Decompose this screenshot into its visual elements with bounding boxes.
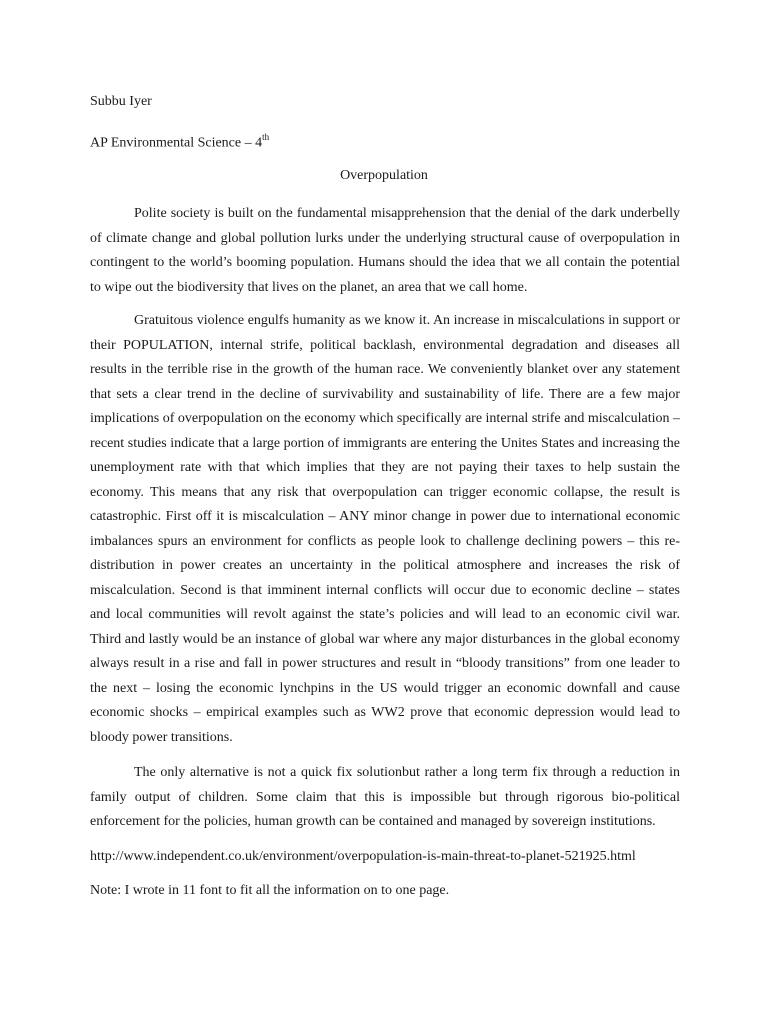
footnote: Note: I wrote in 11 font to fit all the information on to one page. xyxy=(90,883,450,898)
source-url: http://www.independent.co.uk/environment/overpopulation-is-main-threat-to-planet-521925.html xyxy=(90,849,636,864)
course-line xyxy=(90,129,269,153)
author-name: Subbu Iyer xyxy=(90,94,152,109)
course-period-suffix: th xyxy=(262,132,270,142)
paragraph-body: Gratuitous violence engulfs humanity as we know it. An increase in miscalculations in support or their POPULATION, internal strife, political backlash, environmental degradation and diseases all results in the terrible rise in the growth of the human race. We conveniently blanket over any statement that sets a clear trend in the decline of survivability and sustainability of life. There are a few major implications of overpopulation on the economy which specifically are internal strife and miscalculation – recent studies indicate that a large portion of immigrants are entering the Unites States and increasing the unemployment rate with that which implies that they are not paying their taxes to help sustain the economy. This means that any risk that overpopulation can trigger economic collapse, the result is catastrophic. First off it is miscalculation – ANY minor change in power due to international economic imbalances spurs an environment for conflicts as people look to challenge declining powers – this re-distribution in power creates an uncertainty in the political atmosphere and increases the risk of miscalculation. Second is that imminent internal conflicts will occur due to economic decline – states and local communities will revolt against the state’s policies and will lead to an economic civil war. Third and lastly would be an instance of global war where any major disturbances in the global economy always result in a rise and fall in power structures and result in “bloody transitions” from one leader to the next – losing the economic lynchpins in the US would trigger an economic downfall and cause economic shocks – empirical examples such as WW2 prove that economic depression would lead to bloody power transitions. xyxy=(90,313,680,745)
paragraph-conclusion: The only alternative is not a quick fix solutionbut rather a long term fix through a reduction in family output of children. Some claim that this is impossible but through rigorous bio-political enforcement for the policies, human growth can be contained and managed by sovereign institutions. xyxy=(90,765,680,829)
paragraph-intro: Polite society is built on the fundamental misapprehension that the denial of the dark underbelly of climate change and global pollution lurks under the underlying structural cause of overpopulation in contingent to the world’s booming population. Humans should the idea that we all contain the potential to wipe out the biodiversity that lives on the planet, an area that we call home. xyxy=(90,206,680,295)
course-name: AP Environmental Science – 4 xyxy=(90,135,263,151)
essay-title: Overpopulation xyxy=(340,168,428,183)
